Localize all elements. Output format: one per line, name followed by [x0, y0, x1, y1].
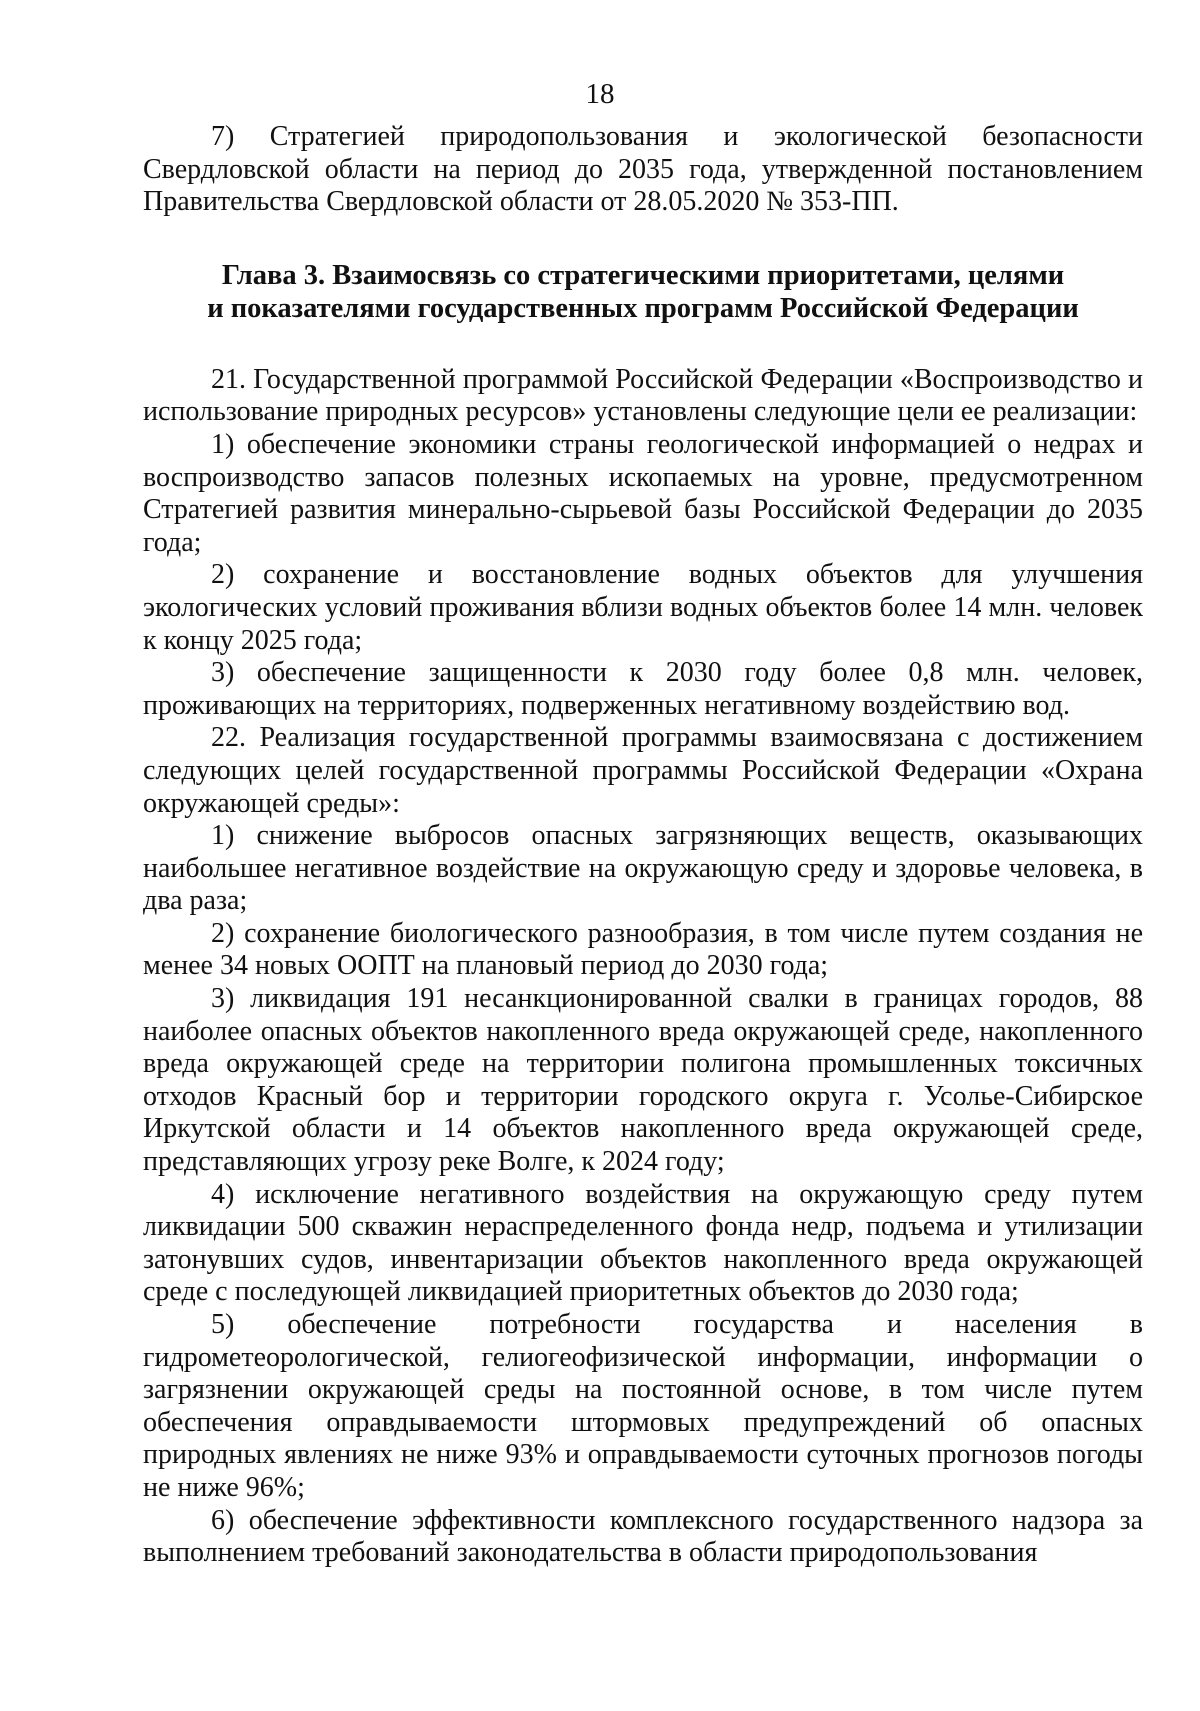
page-number: 18	[585, 78, 615, 110]
paragraph-21-item-2: 2) сохранение и восстановление водных объектов для улучшения экологических условий проживания вблизи водных объектов более 14 млн. человек к концу 2025 года;	[143, 559, 1143, 656]
document-body	[143, 121, 1143, 1570]
paragraph-22-item-2: 2) сохранение биологического разнообразия, в том числе путем создания не менее 34 новых ООПТ на плановый период до 2030 года;	[143, 917, 1143, 982]
chapter-heading	[143, 259, 1143, 325]
paragraph-item-7: 7) Стратегией природопользования и экологической безопасности Свердловской области на период до 2035 года, утвержденной постановлением Правительства Свердловской области от 28.05.2020 № 353-ПП.	[143, 121, 1143, 218]
paragraph-22: 22. Реализация государственной программы взаимосвязана с достижением следующих целей государственной программы Российской Федерации «Охрана окружающей среды»:	[143, 722, 1143, 819]
chapter-heading-line-1: Глава 3. Взаимосвязь со стратегическими приоритетами, целями	[221, 259, 1065, 291]
chapter-heading-line-2: и показателями государственных программ Российской Федерации	[207, 292, 1079, 324]
paragraph-21-item-1: 1) обеспечение экономики страны геологической информацией о недрах и воспроизводство запасов полезных ископаемых на уровне, предусмотренном Стратегией развития минерально-сырьевой базы Российской Федерации до 2035 года;	[143, 428, 1143, 558]
paragraph-22-item-3: 3) ликвидация 191 несанкционированной свалки в границах городов, 88 наиболее опасных объектов накопленного вреда окружающей среде, накопленного вреда окружающей среде на территории полигона промышленных токсичных отходов Красный бор и территории городского округа г. Усолье-Сибирское Иркутской области и 14 объектов накопленного вреда окружающей среде, представляющих угрозу реке Волге, к 2024 году;	[143, 983, 1143, 1178]
paragraph-22-item-5: 5) обеспечение потребности государства и населения в гидрометеорологической, гелиогеофизической информации, информации о загрязнении окружающей среды на постоянной основе, в том числе путем обеспечения оправдываемости штормовых предупреждений об опасных природных явлениях не ниже 93% и оправдываемости суточных прогнозов погоды не ниже 96%;	[143, 1309, 1143, 1503]
paragraph-21-item-3: 3) обеспечение защищенности к 2030 году более 0,8 млн. человек, проживающих на территориях, подверженных негативному воздействию вод.	[143, 657, 1143, 721]
paragraph-22-item-1: 1) снижение выбросов опасных загрязняющих веществ, оказывающих наибольшее негативное воздействие на окружающую среду и здоровье человека, в два раза;	[143, 820, 1143, 917]
paragraph-21: 21. Государственной программой Российской Федерации «Воспроизводство и использование природных ресурсов» установлены следующие цели ее реализации:	[143, 363, 1143, 428]
paragraph-22-item-4: 4) исключение негативного воздействия на окружающую среду путем ликвидации 500 скважин нераспределенного фонда недр, подъема и утилизации затонувших судов, инвентаризации объектов накопленного вреда окружающей среде с последующей ликвидацией приоритетных объектов до 2030 года;	[143, 1178, 1143, 1308]
paragraph-22-item-6: 6) обеспечение эффективности комплексного государственного надзора за выполнением требований законодательства в области природопользования	[143, 1504, 1143, 1569]
